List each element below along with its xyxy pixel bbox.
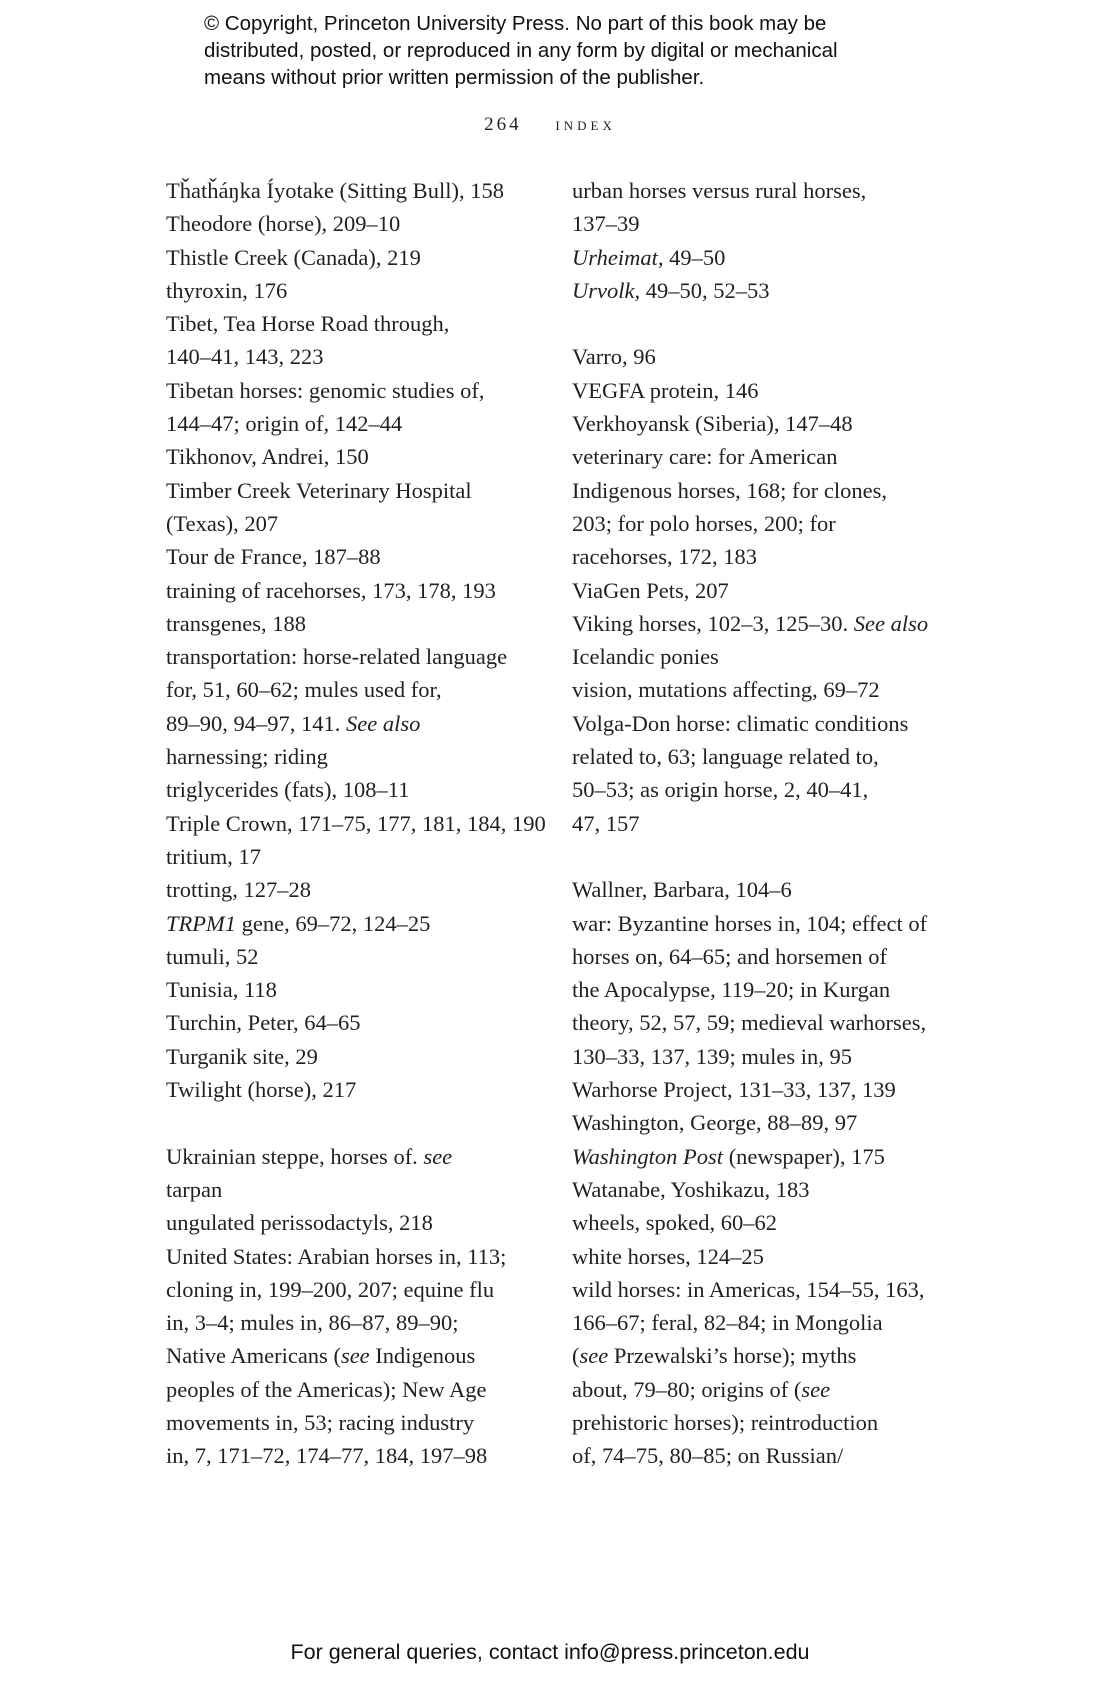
index-entry-line: Warhorse Project, 131–33, 137, 139 — [572, 1077, 896, 1103]
index-entry-line: (see Przewalski’s horse); myths — [572, 1343, 857, 1369]
index-entry — [572, 907, 942, 1073]
index-entry-line: Viking horses, 102–3, 125–30. See also — [572, 610, 929, 636]
index-entry — [166, 474, 546, 541]
running-head — [0, 114, 1100, 136]
index-entry-line: Washington Post (newspaper), 175 — [572, 1143, 885, 1169]
index-entry — [572, 1240, 942, 1273]
index-entry-line: transgenes, 188 — [166, 610, 306, 636]
index-entry-line: the Apocalypse, 119–20; in Kurgan — [572, 977, 891, 1003]
index-entry-line: in, 3–4; mules in, 86–87, 89–90; — [166, 1310, 459, 1336]
index-entry-line: Tibetan horses: genomic studies of, — [166, 377, 485, 403]
index-column-left — [166, 174, 546, 1473]
index-entry-line: movements in, 53; racing industry — [166, 1409, 475, 1435]
index-entry-line: ViaGen Pets, 207 — [572, 577, 729, 603]
index-entry-line: Urvolk, 49–50, 52–53 — [572, 277, 770, 303]
index-entry-line: prehistoric horses); reintroduction — [572, 1409, 879, 1435]
index-entry-line: 166–67; feral, 82–84; in Mongolia — [572, 1310, 883, 1336]
index-entry — [572, 241, 942, 274]
index-entry — [166, 807, 546, 840]
index-entry — [572, 1073, 942, 1106]
copyright-line: © Copyright, Princeton University Press. No part of this book may be — [204, 12, 827, 35]
index-entry — [572, 574, 942, 607]
index-entry-line: veterinary care: for American — [572, 444, 838, 470]
index-entry-line: 140–41, 143, 223 — [166, 344, 324, 370]
index-entry — [572, 407, 942, 440]
index-entry — [572, 374, 942, 407]
italic-text: Urvolk, — [572, 277, 641, 303]
index-entry — [166, 274, 546, 307]
italic-text: TRPM1 — [166, 910, 236, 936]
italic-text: Washington Post — [572, 1143, 724, 1169]
index-entry-line: training of racehorses, 173, 178, 193 — [166, 577, 496, 603]
index-entry — [166, 973, 546, 1006]
index-entry-line: 47, 157 — [572, 810, 640, 836]
italic-text: See also — [853, 610, 929, 636]
index-entry — [572, 607, 942, 674]
index-entry — [572, 1106, 942, 1139]
index-entry-line: racehorses, 172, 183 — [572, 544, 757, 570]
index-entry-line: theory, 52, 57, 59; medieval warhorses, — [572, 1010, 927, 1036]
index-entry-line: 50–53; as origin horse, 2, 40–41, — [572, 777, 869, 803]
index-entry — [572, 440, 942, 573]
index-entry — [166, 640, 546, 773]
index-entry — [166, 174, 546, 207]
index-entry-line: Thistle Creek (Canada), 219 — [166, 244, 421, 270]
index-entry-line: 137–39 — [572, 211, 640, 237]
index-entry-line: VEGFA protein, 146 — [572, 377, 759, 403]
index-entry-line: Verkhoyansk (Siberia), 147–48 — [572, 411, 853, 437]
index-entry — [166, 207, 546, 240]
index-entry — [572, 1273, 942, 1473]
index-entry — [166, 574, 546, 607]
italic-text: Urheimat, — [572, 244, 664, 270]
index-entry-line: (Texas), 207 — [166, 510, 279, 536]
italic-text: see — [340, 1343, 370, 1369]
index-entry-line: tumuli, 52 — [166, 943, 259, 969]
italic-text: see — [423, 1143, 453, 1169]
italic-text: see — [801, 1376, 831, 1402]
index-entry — [166, 907, 546, 940]
index-entry-line: war: Byzantine horses in, 104; effect of — [572, 910, 928, 936]
index-column-right — [572, 174, 942, 1473]
index-entry-line: 203; for polo horses, 200; for — [572, 510, 836, 536]
index-entry-line: cloning in, 199–200, 207; equine flu — [166, 1276, 495, 1302]
index-entry-line: thyroxin, 176 — [166, 277, 288, 303]
copyright-line: distributed, posted, or reproduced in any form by digital or mechanical — [204, 39, 838, 62]
index-entry-line: vision, mutations affecting, 69–72 — [572, 677, 880, 703]
index-entry-line: transportation: horse-related language — [166, 644, 508, 670]
index-entry — [166, 307, 546, 374]
index-entry — [166, 540, 546, 573]
index-entry — [166, 1040, 546, 1073]
index-entry-line: Watanabe, Yoshikazu, 183 — [572, 1176, 810, 1202]
index-entry-line: Turganik site, 29 — [166, 1043, 318, 1069]
index-entry — [572, 673, 942, 706]
index-entry-line: trotting, 127–28 — [166, 877, 311, 903]
index-entry-line: tarpan — [166, 1176, 223, 1202]
index-entry-line: wild horses: in Americas, 154–55, 163, — [572, 1276, 925, 1302]
index-entry — [572, 1173, 942, 1206]
index-entry-line: Urheimat, 49–50 — [572, 244, 726, 270]
index-entry-line: white horses, 124–25 — [572, 1243, 764, 1269]
index-entry-line: related to, 63; language related to, — [572, 744, 879, 770]
index-entry — [166, 773, 546, 806]
index-entry — [166, 440, 546, 473]
index-entry-line: about, 79–80; origins of (see — [572, 1376, 831, 1402]
index-entry-line: Tibet, Tea Horse Road through, — [166, 311, 450, 337]
index-entry — [572, 340, 942, 373]
index-entry — [166, 1006, 546, 1039]
letter-group-gap — [166, 1106, 546, 1139]
index-entry-line: Ukrainian steppe, horses of. see — [166, 1143, 453, 1169]
index-entry-line: 144–47; origin of, 142–44 — [166, 411, 403, 437]
index-entry-line: 130–33, 137, 139; mules in, 95 — [572, 1043, 852, 1069]
index-entry-line: Icelandic ponies — [572, 644, 719, 670]
italic-text: See also — [346, 710, 421, 736]
footer-contact: For general queries, contact info@press.princeton.edu — [290, 1640, 810, 1664]
index-entry-line: wheels, spoked, 60–62 — [572, 1210, 777, 1236]
index-entry-line: 89–90, 94–97, 141. See also — [166, 710, 421, 736]
index-entry — [572, 873, 942, 906]
index-entry-line: in, 7, 171–72, 174–77, 184, 197–98 — [166, 1443, 488, 1469]
letter-group-gap — [572, 307, 942, 340]
index-entry — [166, 607, 546, 640]
index-entry — [166, 1140, 546, 1207]
index-entry-line: horses on, 64–65; and horsemen of — [572, 943, 887, 969]
index-entry-line: of, 74–75, 80–85; on Russian/ — [572, 1443, 844, 1469]
index-entry-line: Triple Crown, 171–75, 177, 181, 184, 190 — [166, 810, 546, 836]
index-entry — [572, 274, 942, 307]
index-entry-line: Varro, 96 — [572, 344, 656, 370]
index-entry — [166, 840, 546, 873]
index-entry — [166, 374, 546, 441]
index-entry — [166, 873, 546, 906]
index-entry-line: TRPM1 gene, 69–72, 124–25 — [166, 910, 431, 936]
index-entry-line: triglycerides (fats), 108–11 — [166, 777, 410, 803]
index-entry — [572, 1206, 942, 1239]
index-entry-line: Theodore (horse), 209–10 — [166, 211, 401, 237]
index-entry-line: Indigenous horses, 168; for clones, — [572, 477, 887, 503]
index-entry-line: urban horses versus rural horses, — [572, 178, 867, 203]
index-entry-line: harnessing; riding — [166, 744, 328, 770]
index-entry-line: Tȟatȟáŋka Íyotake (Sitting Bull), 158 — [166, 178, 504, 203]
index-entry-line: peoples of the Americas); New Age — [166, 1376, 487, 1402]
index-entry-line: United States: Arabian horses in, 113; — [166, 1243, 507, 1269]
index-entry — [166, 940, 546, 973]
copyright-line: means without prior written permission of the publisher. — [204, 66, 705, 89]
index-entry-line: Volga-Don horse: climatic conditions — [572, 710, 909, 736]
index-entry-line: Tikhonov, Andrei, 150 — [166, 444, 369, 470]
index-entry-line: Timber Creek Veterinary Hospital — [166, 477, 472, 503]
copyright-notice — [204, 10, 924, 91]
index-entry — [166, 1206, 546, 1239]
section-title: index — [555, 114, 616, 135]
index-entry-line: for, 51, 60–62; mules used for, — [166, 677, 442, 703]
index-entry-line: Native Americans (see Indigenous — [166, 1343, 476, 1369]
page-number: 264 — [484, 114, 522, 135]
index-entry-line: Tour de France, 187–88 — [166, 544, 381, 570]
index-entry — [572, 707, 942, 840]
index-entry-line: Wallner, Barbara, 104–6 — [572, 877, 792, 903]
index-entry — [572, 1140, 942, 1173]
index-entry-line: Twilight (horse), 217 — [166, 1077, 357, 1103]
index-entry — [166, 1240, 546, 1473]
letter-group-gap — [572, 840, 942, 873]
index-entry-line: Turchin, Peter, 64–65 — [166, 1010, 361, 1036]
index-entry — [166, 241, 546, 274]
index-entry-line: ungulated perissodactyls, 218 — [166, 1210, 433, 1236]
index-entry-line: Tunisia, 118 — [166, 977, 277, 1003]
index-entry — [166, 1073, 546, 1106]
index-entry-line: Washington, George, 88–89, 97 — [572, 1110, 858, 1136]
italic-text: see — [579, 1343, 609, 1369]
index-entry — [572, 174, 942, 241]
index-entry-line: tritium, 17 — [166, 843, 261, 869]
